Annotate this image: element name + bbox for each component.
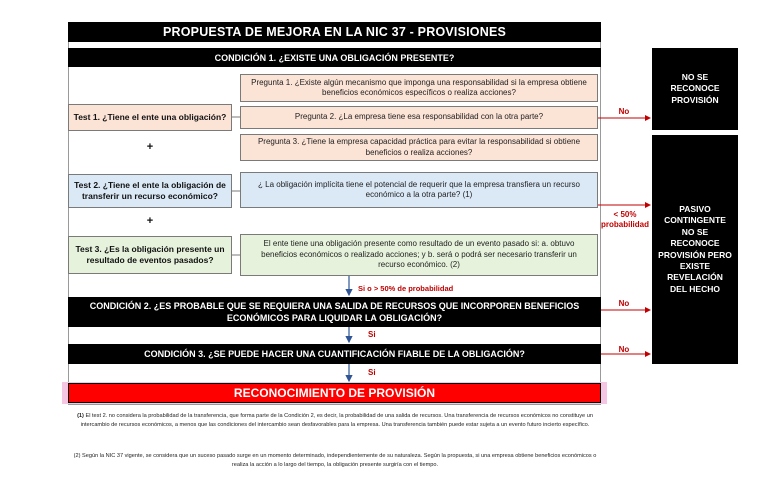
question-3-box: Pregunta 3. ¿Tiene la empresa capacidad práctica para evitar la responsabilidad si obtiene beneficios o realiza acciones? [240,134,598,161]
footnote-2: (2) Según la NIC 37 vigente, se considera que un suceso pasado surge en un momento determinado, independientemente de su naturaleza. Según la propuesta, si una empresa obtiene beneficios económicos o realiza la acción a lo largo del tiempo, la obligación presente surgiría con el tiempo. [73,453,597,468]
no-provision-box: NO SE RECONOCE PROVISIÓN [652,48,738,130]
footnote-1-marker: (1) [77,413,84,419]
contingent-liability-box: PASIVO CONTINGENTE NO SE RECONOCE PROVISIÓN PERO EXISTE REVELACIÓN DEL HECHO [652,135,738,364]
label-si-2: Si [368,368,376,377]
page-title: PROPUESTA DE MEJORA EN LA NIC 37 - PROVISIONES [68,22,601,42]
footnote-1 [72,412,598,429]
plus-sign-2: + [146,215,154,227]
condition-1-bar: CONDICIÓN 1. ¿EXISTE UNA OBLIGACIÓN PRESENTE? [68,48,601,67]
test-2-question: ¿ La obligación implícita tiene el potencial de requerir que la empresa transfiera un recurso económico a la otra parte? (1) [240,172,598,208]
label-si-1: Si [368,330,376,339]
label-no-2: No [618,299,630,308]
footnote-1-text: El test 2. no considera la probabilidad de la transferencia, que forma parte de la Condición 2, es decir, la probabilidad de una salida de recursos. Una transferencia de recursos económicos no constituye un intercambio de recursos económicos, a menos que las condiciones del intercambio sean desfavorables para la empresa. Una transferencia también puede estar sujeta a un evento futuro incierto específico. [80,413,593,428]
test-3-box: Test 3. ¿Es la obligación presente un resultado de eventos pasados? [68,236,232,274]
condition-2-bar: CONDICIÓN 2. ¿ES PROBABLE QUE SE REQUIERA UNA SALIDA DE RECURSOS QUE INCORPOREN BENEFICIOS ECONÓMICOS PARA LIQUIDAR LA OBLIGACIÓN? [68,297,601,327]
label-under-50: < 50% probabilidad [601,210,649,229]
condition-3-bar: CONDICIÓN 3. ¿SE PUEDE HACER UNA CUANTIFICACIÓN FIABLE DE LA OBLIGACIÓN? [68,344,601,364]
test-2-box: Test 2. ¿Tiene el ente la obligación de transferir un recurso económico? [68,174,232,208]
test-3-text: El ente tiene una obligación presente como resultado de un evento pasado si: a. obtuvo beneficios económicos o realizado acciones; y b. será o podrá ser necesario transferir un recurso económico. (2) [240,234,598,276]
question-1-box: Pregunta 1. ¿Existe algún mecanismo que imponga una responsabilidad si la empresa obtiene beneficios económicos específicos o realiza acciones? [240,74,598,102]
label-si-over-50: Si o > 50% de probabilidad [358,284,454,293]
label-no-1: No [618,107,630,116]
question-2-box: Pregunta 2. ¿La empresa tiene esa responsabilidad con la otra parte? [240,106,598,129]
recognition-bar: RECONOCIMIENTO DE PROVISIÓN [68,383,601,403]
plus-sign-1: + [146,141,154,153]
label-no-3: No [618,345,630,354]
test-1-box: Test 1. ¿Tiene el ente una obligación? [68,104,232,131]
